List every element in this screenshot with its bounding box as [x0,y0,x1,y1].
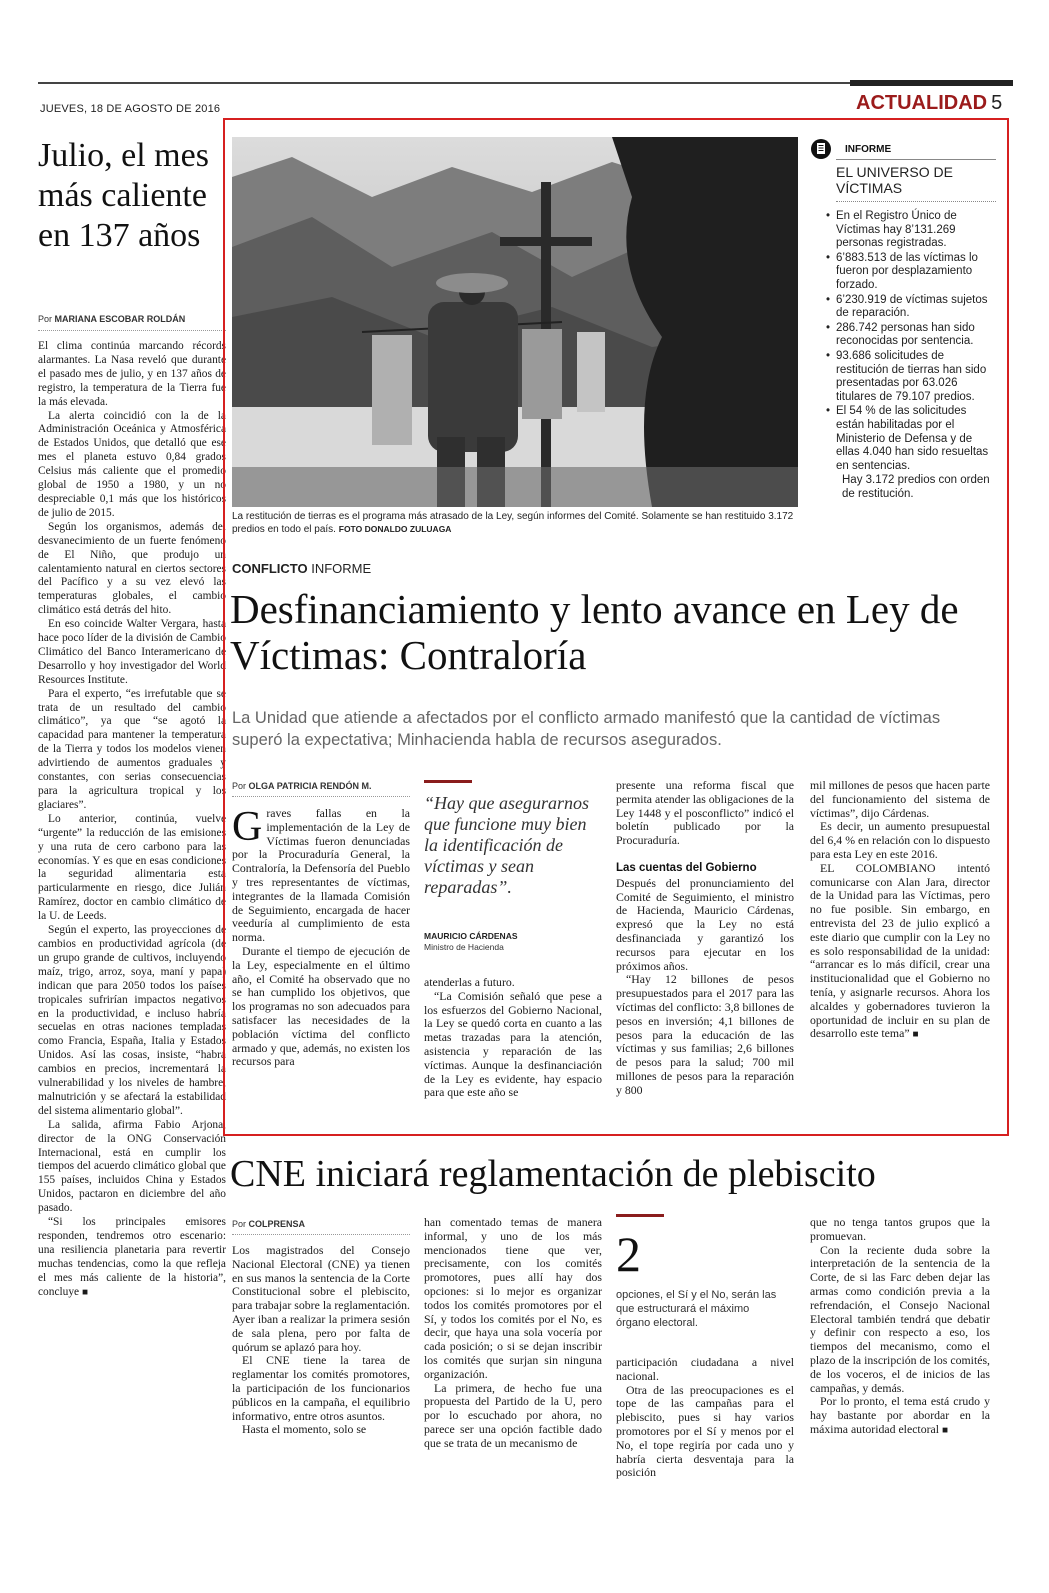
main-article-column-2 [424,976,602,1100]
byline-name: OLGA PATRICIA RENDÓN M. [248,781,372,791]
fact-accent-rule [616,1214,664,1217]
paragraph: La alerta coincidió con la de la Administración Oceánica y Atmosférica de Estados Unidos, que detalló que ese mes el planeta estuvo 0,84 grados Celsius más caliente que el promedio global de 1950 a 1980, y un no despreciable 0,1 más que los históricos de julio de 2015. [38,409,226,519]
cne-article-byline [232,1219,305,1229]
paragraph: presente una reforma fiscal que permita atender las obligaciones de la Ley 1448 y el posconflicto” indicó el boletín publicado por la Procuraduría. [616,778,794,848]
paragraph: El CNE tiene la tarea de reglamentar los comités promotores, la participación de los funcionarios públicos en la campaña, el equilibrio informativo, entre otros asuntos. [232,1353,410,1423]
article-photo [232,137,798,507]
fact-text: opciones, el Sí y el No, serán las que estructurará el máximo órgano electoral. [616,1289,777,1329]
caption-text: La restitución de tierras es el programa más atrasado de la Ley, según informes del Comité. Solamente se han restituido 3.172 predios en todo el país. [232,511,794,535]
end-mark-icon: ■ [912,1029,919,1041]
paragraph: Según el experto, las proyecciones de cambios en productividad agrícola (de un grupo grande de cultivos, incluyendo maíz, trigo, arroz, soya, maní y papa) indican que para 2050 todos los países tropicales sufrirían impactos negativos en la productividad, e incluso habría secuelas en otras naciones templadas como Francia, España, Italia y Estados Unidos. Así las cosas, insiste, “habrá cambios en precios, incrementará la vulnerabilidad y los niveles de hambre, malnutrición y se afectará la estabilidad del sistema alimentario global”. [38,924,226,1117]
sidebar-rule [836,159,996,160]
section-bar [850,80,1013,86]
cne-article-column-3 [616,1356,794,1480]
page-number: 5 [991,92,1003,114]
paragraph: Para el experto, “es irrefutable que se trata de un resultado del cambio climático”, ya que “se agotó la capacidad para mantener la temperatura de la Tierra y todos los modelos vienen advirtiendo de aumentos graduales y constantes, con serias consecuencias para la agricultura tropical y los glaciares”. [38,687,226,811]
closing-text: EL COLOMBIANO intentó comunicarse con Alan Jara, director de la Unidad para las Víctimas, pero no fue posible. Sin embargo, en entrevista del 23 de julio explicó a este diario que cumplir con la Ley no es solo responsabilidad de la unidad: “arrancar es lo más difícil, crear una institucionalidad que el Gobierno no tenía, y asignarle recursos. Ahora los alcaldes y gobernadores tuvieron la oportunidad de incluir en su plan de desarrollo este tema” [810,860,990,1041]
end-mark-icon: ■ [942,1424,949,1436]
end-mark-icon: ■ [81,1286,89,1298]
section-name: ACTUALIDAD [856,92,988,114]
paragraph: mil millones de pesos que hacen parte del funcionamiento del sistema de víctimas”, dijo Cárdenas. [810,778,990,820]
left-article-headline: Julio, el mes más caliente en 137 años [38,137,209,254]
list-item: • 286.742 personas han sido reconocidas por sentencia. [826,322,996,349]
byline-divider [232,1234,410,1235]
kicker-topic: CONFLICTO [232,561,308,576]
main-article-byline [232,781,372,791]
photo-caption [232,510,798,536]
drop-cap: G [232,804,263,850]
paragraph: La primera, de hecho fue una propuesta del Partido de la U, pero por lo escuchado por ahora, no parece ser una opción factible dado que se trata de un mecanismo de [424,1380,602,1450]
paragraph: han comentado temas de manera informal, y uno de los más mencionados tiene que ver, precisamente, con los comités promotores, pues allí hay dos opciones: si lo mejor es organizar todos los comités promotores por el Sí, y todos los comités por el No, es decir, que haya una sola vocería por cada posición; o si se dejan inscribir los comités que surjan sin ninguna organización. [424,1215,602,1381]
paragraph: En eso coincide Walter Vergara, hasta hace poco líder de la división de Cambio Climático del Banco Interamericano de Desarrollo y hoy investigador del World Resources Institute. [38,618,226,686]
left-article-byline [38,314,185,324]
document-icon [811,139,831,159]
cne-article-column-4 [810,1216,990,1438]
left-article-body [38,340,226,1300]
paragraph: Otra de las preocupaciones es el tope de las campañas para el plebiscito, pues si hay varios promotores por el Sí y menos por el No, el tope regiría por cada uno y habría cierta desventaja para la posición [616,1382,794,1480]
paragraph: participación ciudadana a nivel nacional. [616,1355,794,1383]
byline-name: MARIANA ESCOBAR ROLDÁN [54,314,186,324]
paragraph: atenderlas a futuro. [424,975,515,989]
paragraph [810,862,990,1042]
sidebar-label: INFORME [845,144,892,155]
paragraph: Hasta el momento, solo se [242,1422,367,1437]
sidebar-title: EL UNIVERSO DE VÍCTIMAS [836,164,953,196]
closing-text: Por lo pronto, el tema está crudo y hay bastante por abordar en la máxima autoridad electoral [810,1394,990,1436]
paragraph: Es decir, un aumento presupuestal del 6,4 % en relación con lo dispuesto para esta Ley en este 2016. [810,819,990,861]
paragraph: que no tenga tantos grupos que la promuevan. [810,1215,990,1243]
paragraph [38,1216,226,1299]
list-item: • 6’883.513 de las víctimas lo fueron por desplazamiento forzado. [826,252,996,293]
list-closing: Hay 3.172 predios con orden de restitución. [842,474,990,500]
paragraph: Los magistrados del Consejo Nacional Electoral (CNE) ya tienen en sus manos la sentencia de la Corte Constitucional sobre el plebiscito, para trabajar sobre la reglamentación. Ayer iban a realizar la primera sesión de sala plena, pero por falta de quórum se aplazó para hoy. [232,1243,410,1354]
paragraph: “La Comisión señaló que pese a los esfuerzos del Gobierno Nacional, la Ley se quedó corta en cuanto a las metas trazadas para la atención, asistencia y reparación de las víctimas. Aunque la desfinanciación de la Ley es evidente, hay espacio para que este año se [424,988,602,1100]
list-item: • 6’230.919 de víctimas sujetos de reparación. [826,294,996,321]
cne-article-headline: CNE iniciará reglamentación de plebiscito [230,1153,876,1195]
list-item: • 93.686 solicitudes de restitución de tierras han sido presentadas por 63.026 titulares de 79.107 predios. [826,350,996,404]
byline-name: COLPRENSA [248,1219,306,1229]
paragraph: El clima continúa marcando récords alarmantes. La Nasa reveló que durante el pasado mes de julio, y en 137 años de registro, la temperatura de la Tierra fue la más elevada. [38,340,226,408]
paragraph: Con la reciente duda sobre la interpretación de la sentencia de la Corte, de si las Farc deben dejar las armas como condición previa a la refrendación, el Consejo Nacional Electoral también tendrá que debatir y definir con respecto a eso, los tiempos del mecanismo, como el plazo de la inscripción de los comités, de los voceros, el de inicios de las campañas, y demás. [810,1242,990,1395]
paragraph: Según los organismos, además del desvanecimiento de un fuerte fenómeno de El Niño, que produjo un calentamiento natural en ciertos sectores del Pacífico y a su vez elevó las temperaturas globales, el cambio climático está detrás del hito. [38,520,226,617]
lead-text: raves fallas en la implementación de la Ley de Víctimas fueron denunciadas por la Procuraduría General, la Contraloría, la Defensoría del Pueblo y tres representantes de víctimas, integrantes de la llamada Comisión de Seguimiento, encargada de hacer veeduría al cumplimiento de esta norma. [232,806,410,945]
byline-prefix: Por [232,781,247,791]
cne-article-column-1 [232,1244,410,1437]
paragraph [810,1395,990,1437]
photo-credit: FOTO DONALDO ZULUAGA [338,524,452,534]
pull-quote: “Hay que asegurarnos que funcione muy bien la identificación de víctimas y sean reparadas”. [424,793,589,897]
main-article-deck: La Unidad que atiende a afectados por el conflicto armado manifestó que la cantidad de víctimas superó la expectativa; Minhacienda habla de recursos asegurados. [232,709,941,749]
byline-divider [232,796,410,797]
article-kicker [232,561,371,576]
sidebar-facts-list [826,210,996,501]
issue-date: JUEVES, 18 DE AGOSTO DE 2016 [40,103,221,115]
main-article-column-3 [616,779,794,1098]
byline-prefix: Por [232,1219,247,1229]
paragraph: “Hay 12 billones de pesos presupuestados para el 2017 para las víctimas del conflicto: 3,8 billones de pesos en inversión; 4,1 billones de pesos para la educación de las víctimas y sus familias; 2,6 billones de pesos para la salud; 700 mil millones de pesos para la reparación y 800 [616,972,794,1097]
list-item: • En el Registro Único de Víctimas hay 8’131.269 personas registradas. [826,210,996,251]
document-icon-glyph [811,139,831,159]
subheading: Las cuentas del Gobierno [616,861,757,874]
quote-accent-rule [424,780,472,783]
lead-paragraph [232,804,410,945]
cne-article-column-2 [424,1216,602,1451]
quote-author-role: Ministro de Hacienda [424,942,504,952]
list-item: • El 54 % de las solicitudes están habilitadas por el Ministerio de Defensa y de ellas 4.040 han sido resueltas en sentencias. [826,405,996,473]
main-article-column-1 [232,804,410,1069]
main-article-column-4 [810,779,990,1042]
paragraph: Después del pronunciamiento del Comité de Seguimiento, el ministro de Hacienda, Mauricio Cárdenas, expresó que la Ley no está desfinanciada y garantizó los recursos para ejecutar en los próximos años. [616,875,794,973]
paragraph: Durante el tiempo de ejecución de la Ley, especialmente en el último año, el Comité ha observado que no se han cumplido los objetivos, que los programas no son adecuados para satisfacer las necesidades de la población víctima del conflicto armado y que, además, no existen los recursos para [232,943,410,1069]
closing-text: “Si los principales emisores responden, tendremos otro escenario: una resiliencia planetaria para revertir muchas tendencias, como la que refleja el mes más caliente de la historia”, concluye [38,1216,226,1298]
byline-divider [38,330,226,331]
fact-number: 2 [616,1226,641,1282]
paragraph: Lo anterior, continúa, vuelve “urgente” la reducción de las emisiones y una ruta de cero carbono para las economías. Y es que en esas condiciones la seguridad alimentaria está particularmente en riesgo, dice Julián Ramírez, doctor en cambio climático de la U. de Leeds. [38,812,226,923]
sidebar-title-divider [836,201,996,202]
kicker-type: INFORME [311,561,372,576]
photo-illustration [232,137,798,507]
quote-author: MAURICIO CÁRDENAS [424,931,518,941]
paragraph: La salida, afirma Fabio Arjona, director de la ONG Conservación Internacional, está en cumplir los tiempos del acuerdo climático global que 155 países, incluidos China y Estados Unidos, pactaron en diciembre del año pasado. [38,1118,226,1215]
byline-prefix: Por [38,314,53,324]
main-article-headline: Desfinanciamiento y lento avance en Ley de Víctimas: Contraloría [230,586,959,678]
section-title [856,92,1002,115]
